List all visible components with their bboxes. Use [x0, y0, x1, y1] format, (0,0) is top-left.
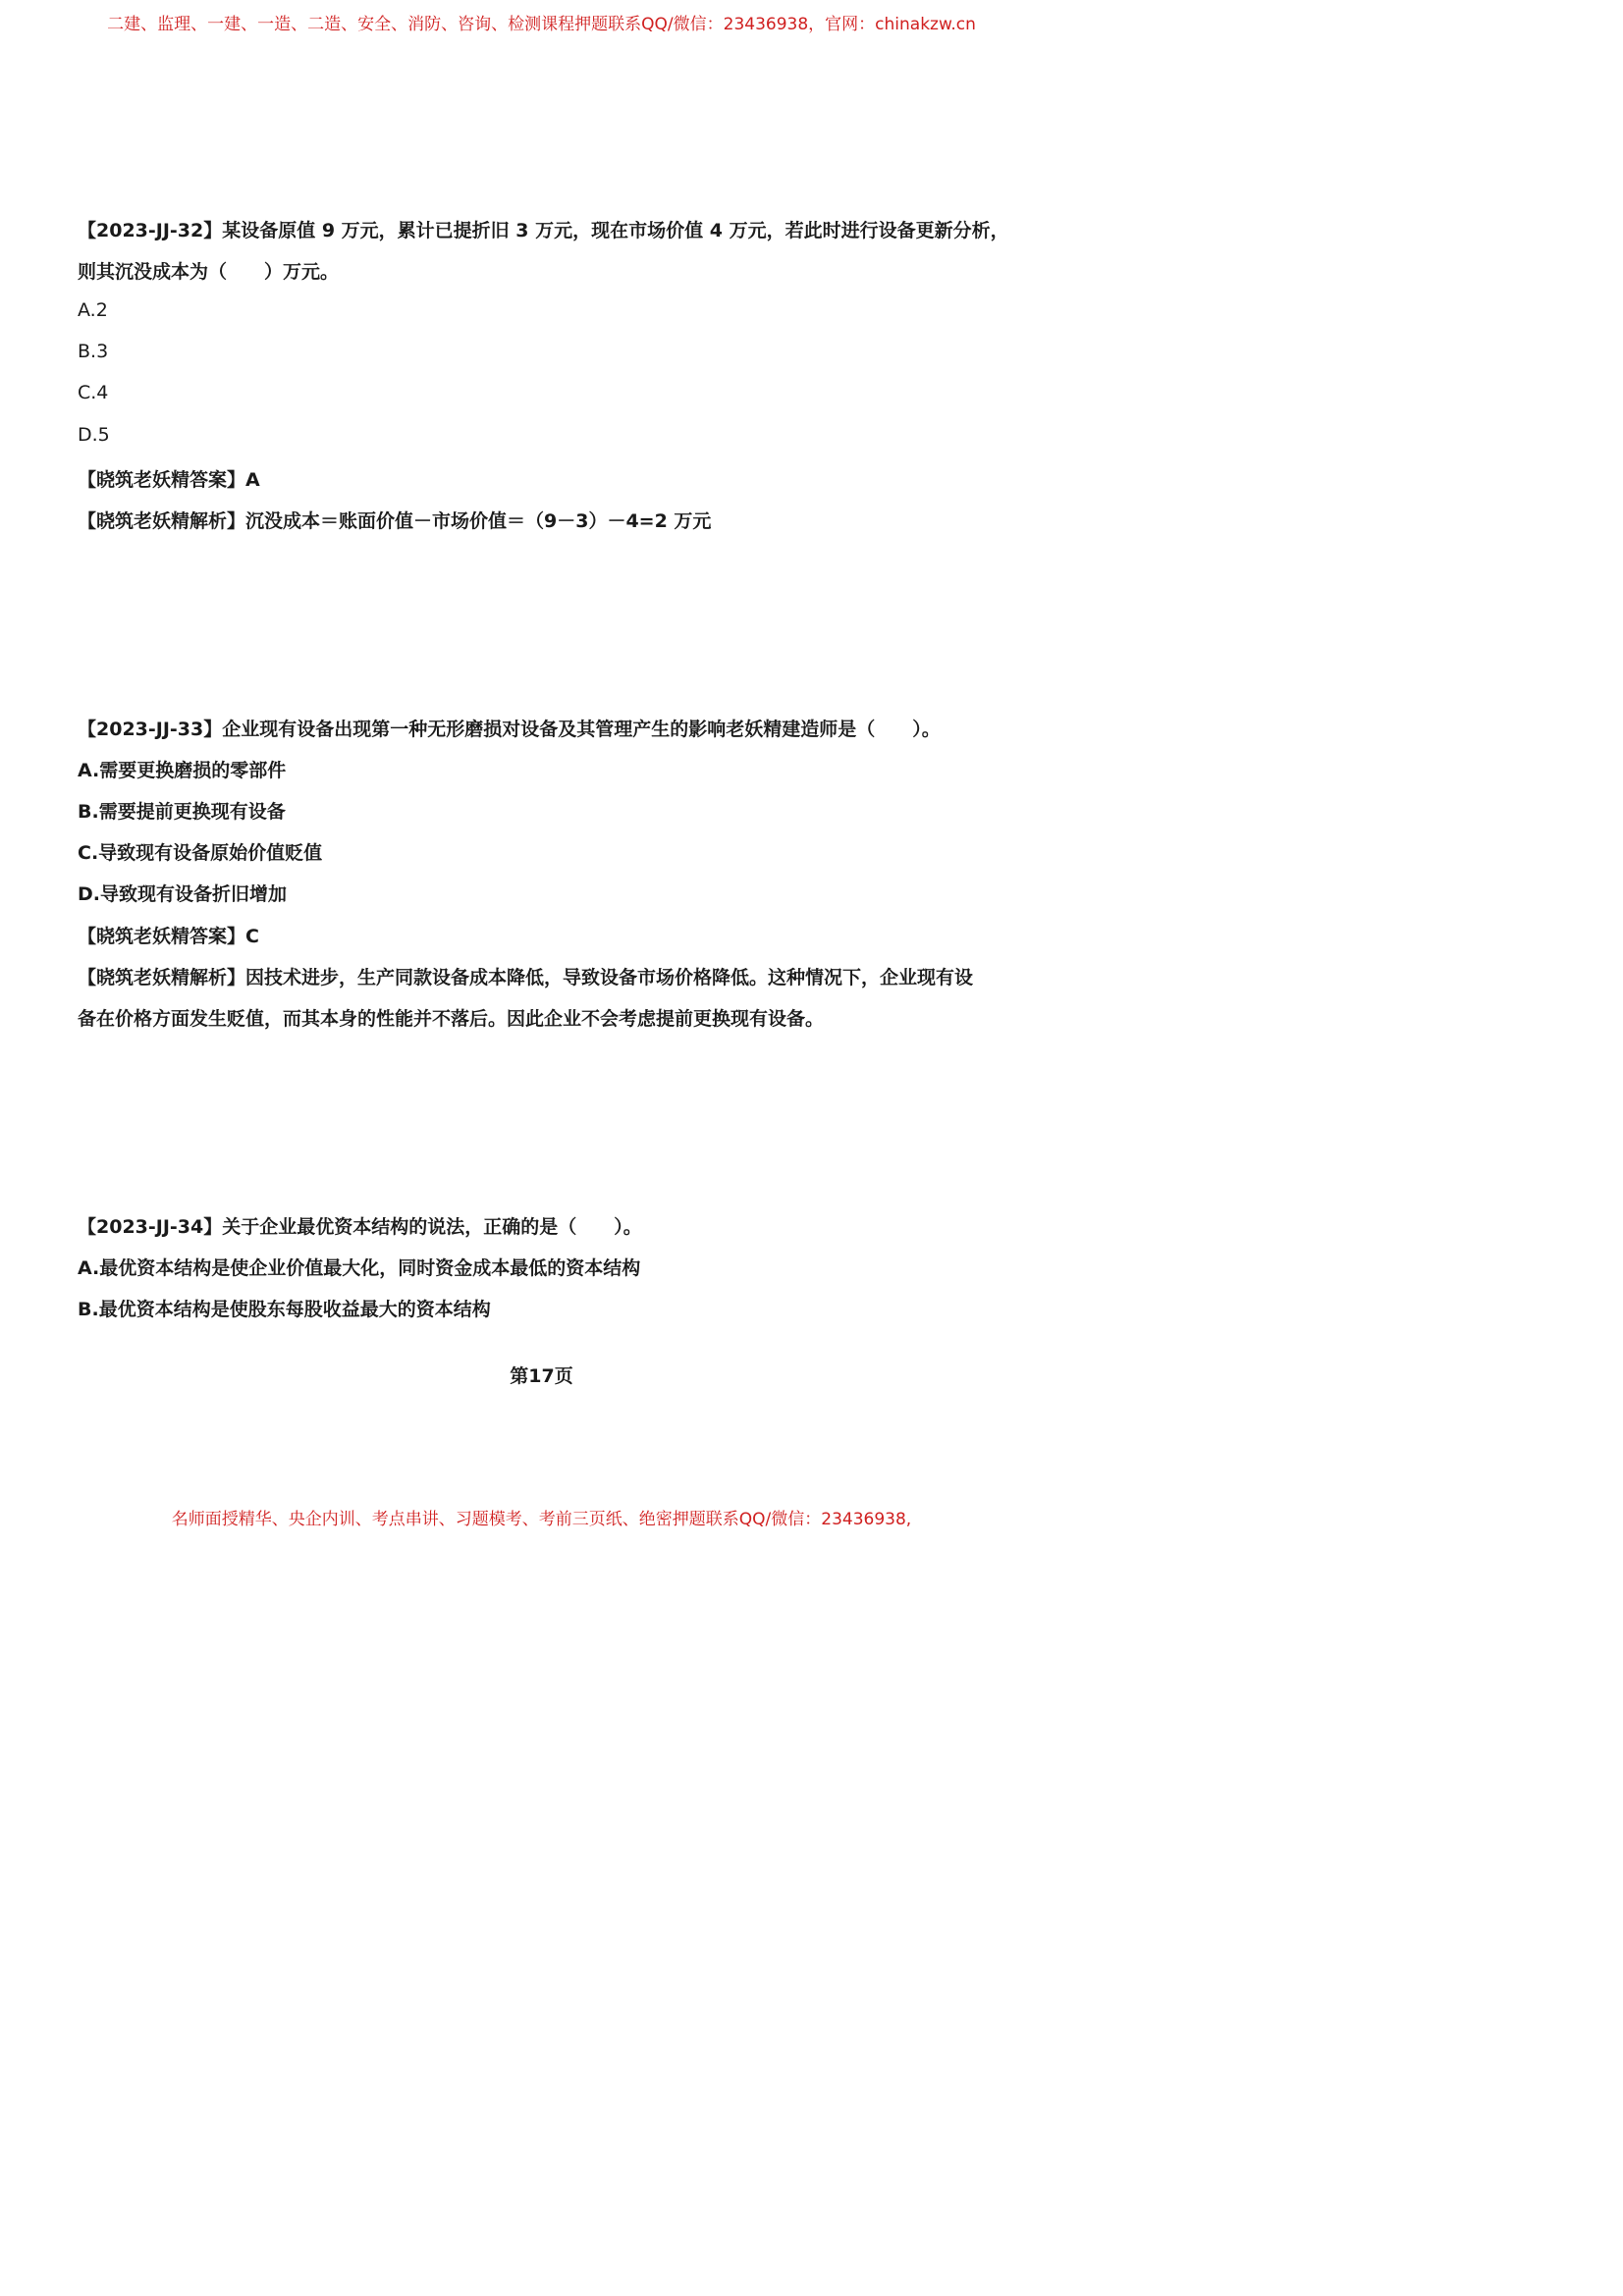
question-33-option-b: B.需要提前更换现有设备	[78, 801, 286, 823]
question-33-option-c: C.导致现有设备原始价值贬值	[78, 842, 323, 864]
question-33-option-d: D.导致现有设备折旧增加	[78, 883, 287, 905]
question-32-stem-line1: 【2023-JJ-32】某设备原值 9 万元，累计已提折旧 3 万元，现在市场价值 4 万元，若此时进行设备更新分析，	[78, 220, 1009, 241]
question-32-stem-line2: 则其沉没成本为（ ）万元。	[78, 261, 340, 283]
question-33-analysis-line1: 【晓筑老妖精解析】因技术进步，生产同款设备成本降低，导致设备市场价格降低。这种情况下，企业现有设	[78, 967, 974, 988]
question-32-answer: 【晓筑老妖精答案】A	[78, 469, 260, 491]
question-32-option-d: D.5	[78, 424, 110, 446]
question-32-option-b: B.3	[78, 341, 109, 362]
question-33-answer: 【晓筑老妖精答案】C	[78, 926, 259, 947]
question-33-option-a: A.需要更换磨损的零部件	[78, 760, 287, 781]
question-34-stem: 【2023-JJ-34】关于企业最优资本结构的说法，正确的是（ ）。	[78, 1216, 642, 1238]
footer-contact-banner: 名师面授精华、央企内训、考点串讲、习题模考、考前三页纸、绝密押题联系QQ/微信：23436938,	[171, 1510, 912, 1529]
question-33-analysis-line2: 备在价格方面发生贬值，而其本身的性能并不落后。因此企业不会考虑提前更换现有设备。	[78, 1008, 825, 1030]
header-contact-banner: 二建、监理、一建、一造、二造、安全、消防、咨询、检测课程押题联系QQ/微信：23436938，官网：chinakzw.cn	[107, 15, 976, 34]
question-32-option-a: A.2	[78, 299, 108, 321]
page-number: 第17页	[510, 1365, 573, 1387]
question-32-analysis: 【晓筑老妖精解析】沉没成本＝账面价值－市场价值＝（9－3）－4=2 万元	[78, 510, 712, 532]
question-34-option-b: B.最优资本结构是使股东每股收益最大的资本结构	[78, 1299, 491, 1320]
question-32-option-c: C.4	[78, 382, 109, 403]
question-33-stem: 【2023-JJ-33】企业现有设备出现第一种无形磨损对设备及其管理产生的影响老妖精建造师是（ ）。	[78, 719, 941, 740]
question-34-option-a: A.最优资本结构是使企业价值最大化，同时资金成本最低的资本结构	[78, 1257, 641, 1279]
